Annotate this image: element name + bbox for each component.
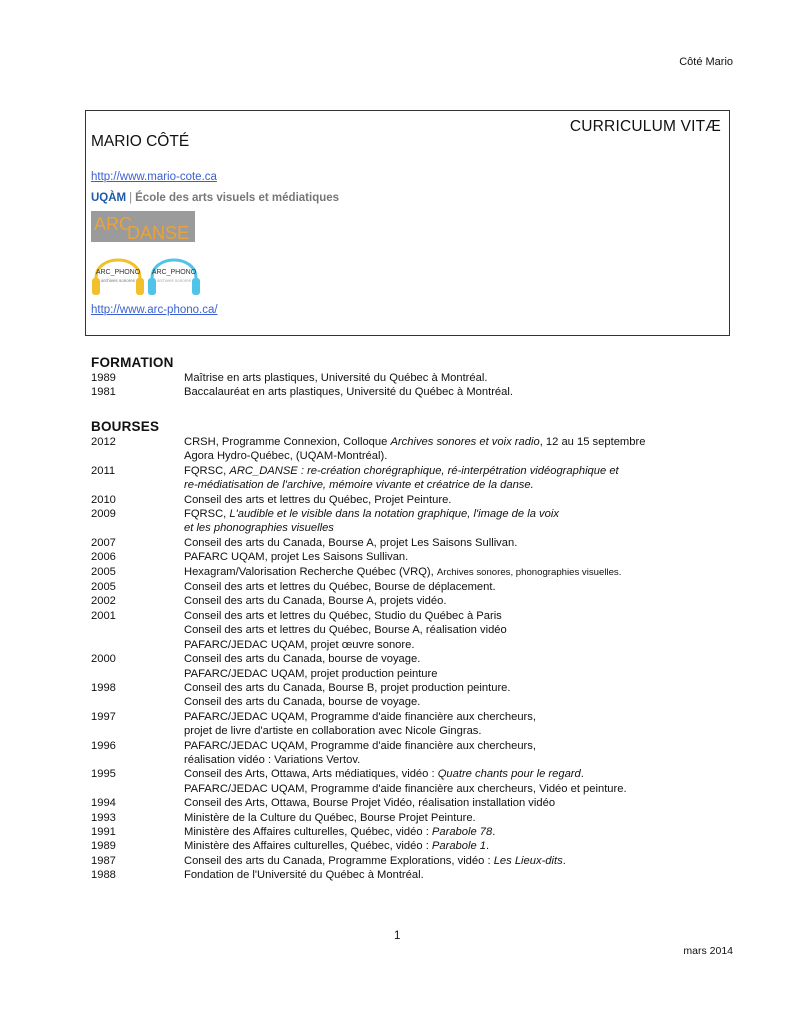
entry-text: CRSH, Programme Connexion, Colloque Archives sonores et voix radio, 12 au 15 septembre Agora Hydro-Québec, (UQAM-Montréal). xyxy=(184,436,646,463)
bourse-entry-1989 xyxy=(91,839,711,853)
page-number: 1 xyxy=(394,930,401,942)
arc-phono-sublabel-2: archives sonores xyxy=(156,278,192,283)
arc-phono-logo xyxy=(91,244,203,304)
formation-entry xyxy=(91,385,711,399)
entry-text: Conseil des Arts, Ottawa, Bourse Projet Vidéo, réalisation installation vidéo xyxy=(184,797,556,810)
uqam-logo-mark: UQÀM xyxy=(91,192,127,204)
entry-year: 1994 xyxy=(91,797,116,810)
entry-text: Conseil des arts du Canada, Bourse B, projet production peinture. Conseil des arts du Canada, bourse de voyage. xyxy=(184,681,511,709)
formation-list xyxy=(91,371,711,400)
entry-year: 1995 xyxy=(91,768,116,781)
entry-text: Fondation de l'Université du Québec à Montréal. xyxy=(184,869,424,882)
website-link[interactable]: http://www.mario-cote.ca xyxy=(91,171,217,183)
cv-title: CURRICULUM VITÆ xyxy=(569,118,721,135)
bourse-entry-1995 xyxy=(91,767,711,796)
bourse-entry-2010 xyxy=(91,493,711,507)
entry-year: 2007 xyxy=(91,536,116,549)
entry-text: PAFARC/JEDAC UQAM, Programme d'aide financière aux chercheurs, réalisation vidéo : Variations Vertov. xyxy=(184,739,536,766)
entry-text: Conseil des arts et lettres du Québec, Projet Peinture. xyxy=(184,493,452,506)
page-date: mars 2014 xyxy=(683,945,733,957)
entry-year: 2011 xyxy=(91,464,116,477)
entry-year: 2005 xyxy=(91,581,116,594)
cv-name: MARIO CÔTÉ xyxy=(91,133,190,150)
entry-year: 1991 xyxy=(91,825,116,838)
bourse-entry-2002 xyxy=(91,594,711,608)
bourse-entry-2007 xyxy=(91,536,711,550)
entry-text: Conseil des arts du Canada, bourse de voyage. PAFARC/JEDAC UQAM, projet production peinture xyxy=(184,653,438,680)
bourse-entry-2000 xyxy=(91,652,711,681)
entry-year: 1989 xyxy=(91,372,116,384)
bourse-entry-2009 xyxy=(91,507,711,536)
entry-text: PAFARC/JEDAC UQAM, Programme d'aide financière aux chercheurs, projet de livre d'artiste en collaboration avec Nicole Gingras. xyxy=(184,710,536,738)
bourse-entry-1991 xyxy=(91,825,711,839)
entry-text: Ministère des Affaires culturelles, Québec, vidéo : Parabole 78. xyxy=(184,825,496,838)
uqam-logo-separator: | xyxy=(129,192,133,204)
bourse-entry-2012 xyxy=(91,435,711,464)
bourse-entry-1993 xyxy=(91,811,711,825)
bourse-entry-1988 xyxy=(91,868,711,882)
entry-year: 2009 xyxy=(91,508,116,521)
bourse-entry-2006 xyxy=(91,550,711,564)
section-title-formation: FORMATION xyxy=(91,355,174,370)
entry-year: 2006 xyxy=(91,551,116,564)
entry-year: 2010 xyxy=(91,493,116,506)
entry-text: Hexagram/Valorisation Recherche Québec (VRQ), Archives sonores, phonographies visuelles. xyxy=(184,565,622,578)
entry-year: 1997 xyxy=(91,710,116,723)
arc-danse-logo-arc: ARC xyxy=(94,214,133,234)
entry-year: 1993 xyxy=(91,811,116,824)
bourse-entry-1987 xyxy=(91,854,711,868)
entry-year: 1989 xyxy=(91,840,116,853)
entry-text: Conseil des Arts, Ottawa, Arts médiatiques, vidéo : Quatre chants pour le regard. PAFARC/JEDAC UQAM, Programme d'aide financière aux chercheurs, Vidéo et peinture. xyxy=(184,768,627,795)
headphones-icon-cyan xyxy=(148,260,200,295)
bourses-list xyxy=(91,435,711,883)
entry-text: Baccalauréat en arts plastiques, Université du Québec à Montréal. xyxy=(184,386,513,399)
page-header-author: Côté Mario xyxy=(679,56,733,68)
entry-year: 2005 xyxy=(91,565,116,578)
arc-phono-link[interactable]: http://www.arc-phono.ca/ xyxy=(91,304,218,316)
bourse-entry-2005-a xyxy=(91,565,711,580)
entry-year: 1996 xyxy=(91,739,116,752)
entry-year: 1988 xyxy=(91,869,116,882)
arc-phono-sublabel-1: archives sonores xyxy=(100,278,136,283)
entry-year: 1981 xyxy=(91,386,116,399)
arc-phono-label-2: ARC_PHONO xyxy=(151,269,197,276)
bourse-entry-1997 xyxy=(91,710,711,739)
headphones-icon-yellow xyxy=(92,260,144,295)
cv-header-box xyxy=(85,110,730,336)
entry-text: PAFARC UQAM, projet Les Saisons Sullivan. xyxy=(184,551,409,564)
entry-text: Ministère des Affaires culturelles, Québec, vidéo : Parabole 1. xyxy=(184,840,490,853)
arc-danse-logo-danse: DANSE xyxy=(127,223,190,242)
entry-text: Maîtrise en arts plastiques, Université du Québec à Montréal. xyxy=(184,372,488,384)
bourse-entry-2005-b xyxy=(91,580,711,594)
bourse-entry-1996 xyxy=(91,739,711,768)
entry-text: Conseil des arts et lettres du Québec, Bourse de déplacement. xyxy=(184,581,496,594)
bourse-entry-2011 xyxy=(91,464,711,493)
entry-text: Conseil des arts du Canada, Programme Explorations, vidéo : Les Lieux-dits. xyxy=(184,854,566,867)
arc-danse-logo xyxy=(91,211,195,242)
entry-text: Conseil des arts du Canada, Bourse A, projet Les Saisons Sullivan. xyxy=(184,536,518,549)
entry-year: 1987 xyxy=(91,854,116,867)
entry-year: 2001 xyxy=(91,609,116,622)
entry-year: 2012 xyxy=(91,436,116,448)
uqam-logo xyxy=(91,192,339,204)
entry-year: 2000 xyxy=(91,653,116,666)
entry-year: 2002 xyxy=(91,595,116,608)
arc-phono-label-1: ARC_PHONO xyxy=(95,269,141,276)
entry-text: FQRSC, ARC_DANSE : re-création chorégraphique, ré-interpétration vidéographique et re-médiatisation de l'archive, mémoire vivante et créatrice de la danse. xyxy=(184,464,619,492)
entry-text: FQRSC, L'audible et le visible dans la notation graphique, l'image de la voix et les phonographies visuelles xyxy=(184,508,559,535)
bourse-entry-1998 xyxy=(91,681,711,710)
bourse-entry-1994 xyxy=(91,796,711,810)
section-title-bourses: BOURSES xyxy=(91,419,160,434)
entry-text: Conseil des arts du Canada, Bourse A, projets vidéo. xyxy=(184,595,447,608)
entry-year: 1998 xyxy=(91,681,116,694)
uqam-logo-school: École des arts visuels et médiatiques xyxy=(135,192,340,204)
formation-entry xyxy=(91,371,711,385)
entry-text: Ministère de la Culture du Québec, Bourse Projet Peinture. xyxy=(184,811,476,824)
bourse-entry-2001 xyxy=(91,609,711,652)
entry-text: Conseil des arts et lettres du Québec, Studio du Québec à Paris Conseil des arts et lettres du Québec, Bourse A, réalisation vidéo PAFARC/JEDAC UQAM, projet œuvre sonore. xyxy=(184,609,507,651)
